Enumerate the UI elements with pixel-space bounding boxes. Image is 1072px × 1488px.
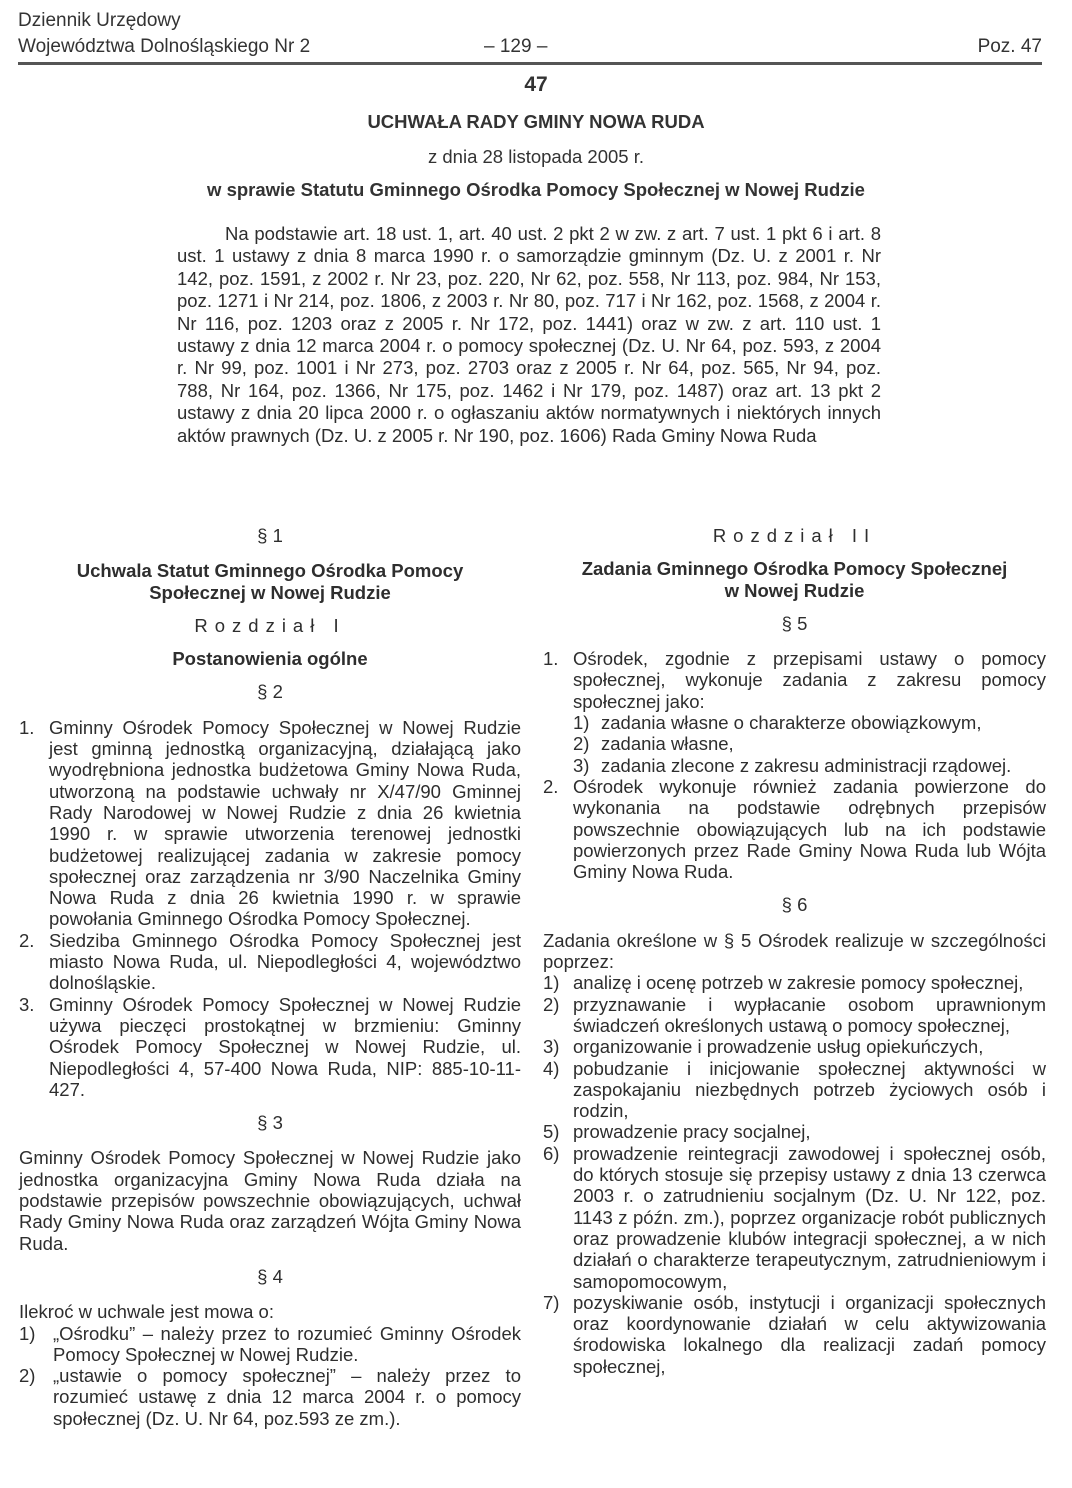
list-item-number: 6) (543, 1142, 560, 1164)
list-item-text: Siedziba Gminnego Ośrodka Pomocy Społecznej jest miasto Nowa Ruda, ul. Niepodległości 4, województwo dolnośląskie. (49, 929, 521, 994)
list-item-text: organizowanie i prowadzenie usług opiekuńczych, (573, 1036, 984, 1058)
document-number: 47 (524, 73, 548, 96)
list-item-text: przyznawanie i wypłacanie osobom uprawnionym świadczeń określonych ustawą o pomocy społecznej, (573, 993, 1046, 1036)
list-item (543, 1036, 1046, 1057)
list-item-number: 1. (19, 716, 35, 738)
list-item (543, 1292, 1046, 1377)
list-item-text: „Ośrodku” – należy przez to rozumieć Gminny Ośrodek Pomocy Społecznej w Nowej Rudzie. (53, 1322, 521, 1365)
paragraph-1-heading: Uchwala Statut Gminnego Ośrodka Pomocy Społecznej w Nowej Rudzie (76, 560, 464, 603)
list-item-number: 1. (543, 648, 559, 670)
list-item (19, 1365, 521, 1429)
sub-list-item (543, 712, 1046, 733)
list-item (19, 994, 521, 1100)
list-item (19, 930, 521, 994)
chapter-2-title: Zadania Gminnego Ośrodka Pomocy Społecznej w Nowej Rudzie (581, 558, 1008, 601)
chapter-1-label: Rozdział I (194, 614, 346, 636)
list-item-number: 7) (543, 1291, 560, 1313)
preamble: Na podstawie art. 18 ust. 1, art. 40 ust. 2 pkt 2 w zw. z art. 7 ust. 1 pkt 6 i art. 8 ust. 1 ustawy z dnia 8 marca 1990 r. o samorządzie gminnym (Dz. U. z 2001 r. Nr 142, poz. 1591, z 2002 r. Nr 23, poz. 220, Nr 62, poz. 558, Nr 113, poz. 984, Nr 153, poz. 1271 i Nr 214, poz. 1806, z 2003 r. Nr 80, poz. 717 i Nr 162, poz. 1568, z 2004 r. Nr 116, poz. 1203 oraz z 2005 r. Nr 172, poz. 1441) oraz w zw. z art. 110 ust. 1 ustawy z dnia 12 marca 2004 r. o pomocy społecznej (Dz. U. Nr 64, poz. 593, z 2004 r. Nr 99, poz. 1001 i Nr 273, poz. 2703 oraz z 2005 r. Nr 64, poz. 565, Nr 94, poz. 788, Nr 164, poz. 1366, Nr 175, poz. 1462 i Nr 179, poz. 1487) oraz art. 13 pkt 2 ustawy z dnia 20 lipca 2000 r. o ogłaszaniu aktów normatywnych i niektórych innych aktów prawnych (Dz. U. z 2005 r. Nr 190, poz. 1606) Rada Gminy Nowa Ruda (177, 223, 881, 446)
position-number: Poz. 47 (977, 36, 1042, 57)
sub-list-item-text: zadania własne, (601, 733, 734, 755)
document-subject: w sprawie Statutu Gminnego Ośrodka Pomocy Społecznej w Nowej Rudzie (207, 179, 865, 200)
sub-list-item-number: 1) (573, 712, 590, 734)
paragraph-6-label: § 6 (781, 894, 808, 916)
list-item (19, 1323, 521, 1366)
list-item-text: Ośrodek wykonuje również zadania powierzone do wykonania na podstawie odrębnych przepisów powszechnie obowiązujących lub na ich podstawie powierzonych przez Rade Gminy Nowa Ruda lub Wójta Gminy Nowa Ruda. (573, 775, 1046, 883)
list-item (543, 972, 1046, 993)
list-item-number: 4) (543, 1057, 560, 1079)
list-item-number: 1) (19, 1322, 36, 1344)
list-item-number: 1) (543, 972, 560, 994)
list-item (19, 717, 521, 930)
document-title: UCHWAŁA RADY GMINY NOWA RUDA (367, 111, 705, 132)
paragraph-2-label: § 2 (257, 681, 283, 703)
list-item-number: 5) (543, 1121, 560, 1143)
paragraph-3-label: § 3 (257, 1112, 283, 1134)
list-item-text: pozyskiwanie osób, instytucji i organizacji społecznych oraz koordynowanie działań w celu aktywizowania środowiska lokalnego dla realizacji zadań pomocy społecznej, (573, 1291, 1046, 1377)
list-item (543, 1143, 1046, 1292)
list-item-text: prowadzenie reintegracji zawodowej i społecznej osób, do których stosuje się przepisy ustawy z dnia 13 czerwca 2003 r. o zatrudnieniu socjalnym (Dz. U. Nr 122, poz. 1143 z późn. zm.), poprzez organizacje robót publicznych oraz prowadzenie klubów integracji społecznej, a w nich działań o charakterze terapeutycznym, zatrudnieniowym i samopomocowym, (573, 1142, 1046, 1292)
list-item (543, 1121, 1046, 1142)
document-date: z dnia 28 listopada 2005 r. (428, 146, 644, 167)
list-item-number: 2. (19, 929, 35, 951)
list-item-number: 2. (543, 775, 559, 797)
list-item-text: Gminny Ośrodek Pomocy Społecznej w Nowej Rudzie jest gminną jednostką organizacyjną, działającą jako wyodrębniona jednostka budżetowa Gminy Nowa Ruda, utworzoną na podstawie uchwały nr X/47/90 Gminnej Rady Narodowej w Nowej Rudzie z dnia 26 kwietnia 1990 r. w sprawie utworzenia terenowej jednostki budżetowej realizującej zadania w zakresie pomocy społecznej oraz zarządzenia nr 3/90 Naczelnika Gminy Nowa Ruda z dnia 26 kwietnia 1990 r. w sprawie powołania Gminnego Ośrodka Pomocy Społecznej. (49, 716, 521, 930)
paragraph-5-label: § 5 (781, 612, 808, 634)
list-item-text: Ośrodek, zgodnie z przepisami ustawy o pomocy społecznej, wykonuje zadania z zakresu pomocy społecznej jako: (573, 648, 1046, 712)
paragraph-1-label: § 1 (257, 525, 283, 546)
paragraph-3-text: Gminny Ośrodek Pomocy Społecznej w Nowej Rudzie jako jednostka organizacyjna Gminy Nowa Ruda działa na podstawie przepisów powszechnie obowiązujących, uchwał Rady Gminy Nowa Ruda oraz zarządzeń Wójta Gminy Nowa Ruda. (19, 1147, 521, 1254)
sub-list-item-number: 3) (573, 754, 590, 776)
list-item (543, 776, 1046, 882)
right-column (543, 525, 1046, 1377)
sub-list-item (543, 755, 1046, 776)
paragraph-6-intro: Zadania określone w § 5 Ośrodek realizuje w szczególności poprzez: (543, 929, 1046, 973)
list-item-text: Gminny Ośrodek Pomocy Społecznej w Nowej Rudzie używa pieczęci prostokątnej w brzmieniu: Gminny Ośrodek Pomocy Społecznej w Nowej Rudzie, ul. Niepodległości 4, 57-400 Nowa Ruda, NIP: 885-10-11-427. (49, 993, 521, 1100)
journal-name-line2: Województwa Dolnośląskiego Nr 2 (18, 36, 311, 57)
page-number: – 129 – (484, 36, 548, 57)
list-item (543, 1058, 1046, 1122)
list-item-text: prowadzenie pracy socjalnej, (573, 1121, 811, 1143)
sub-list-item-text: zadania zlecone z zakresu administracji rządowej. (601, 754, 1012, 776)
page-header (18, 8, 1042, 65)
sub-list-item-text: zadania własne o charakterze obowiązkowym, (601, 712, 982, 734)
list-item (543, 994, 1046, 1037)
paragraph-4-label: § 4 (257, 1265, 283, 1287)
chapter-1-title: Postanowienia ogólne (172, 648, 368, 670)
paragraph-4-intro: Ilekroć w uchwale jest mowa o: (19, 1301, 274, 1323)
journal-name-line1: Dziennik Urzędowy (18, 10, 181, 31)
list-item-number: 3. (19, 993, 35, 1015)
sub-list-item (543, 733, 1046, 754)
left-column (19, 525, 521, 1429)
list-item-text: pobudzanie i inicjowanie społecznej aktywności w zaspokajaniu niezbędnych potrzeb życiowych osób i rodzin, (573, 1057, 1046, 1122)
list-item-text: „ustawie o pomocy społecznej” – należy przez to rozumieć ustawę z dnia 12 marca 2004 r. o pomocy społecznej (Dz. U. Nr 64, poz.593 ze zm.). (53, 1365, 521, 1429)
list-item-number: 2) (19, 1365, 36, 1387)
list-item (543, 648, 1046, 712)
chapter-2-label: Rozdział II (712, 525, 877, 546)
sub-list-item-number: 2) (573, 733, 590, 755)
list-item-text: analizę i ocenę potrzeb w zakresie pomocy społecznej, (573, 972, 1024, 994)
list-item-number: 3) (543, 1036, 560, 1058)
list-item-number: 2) (543, 993, 560, 1015)
